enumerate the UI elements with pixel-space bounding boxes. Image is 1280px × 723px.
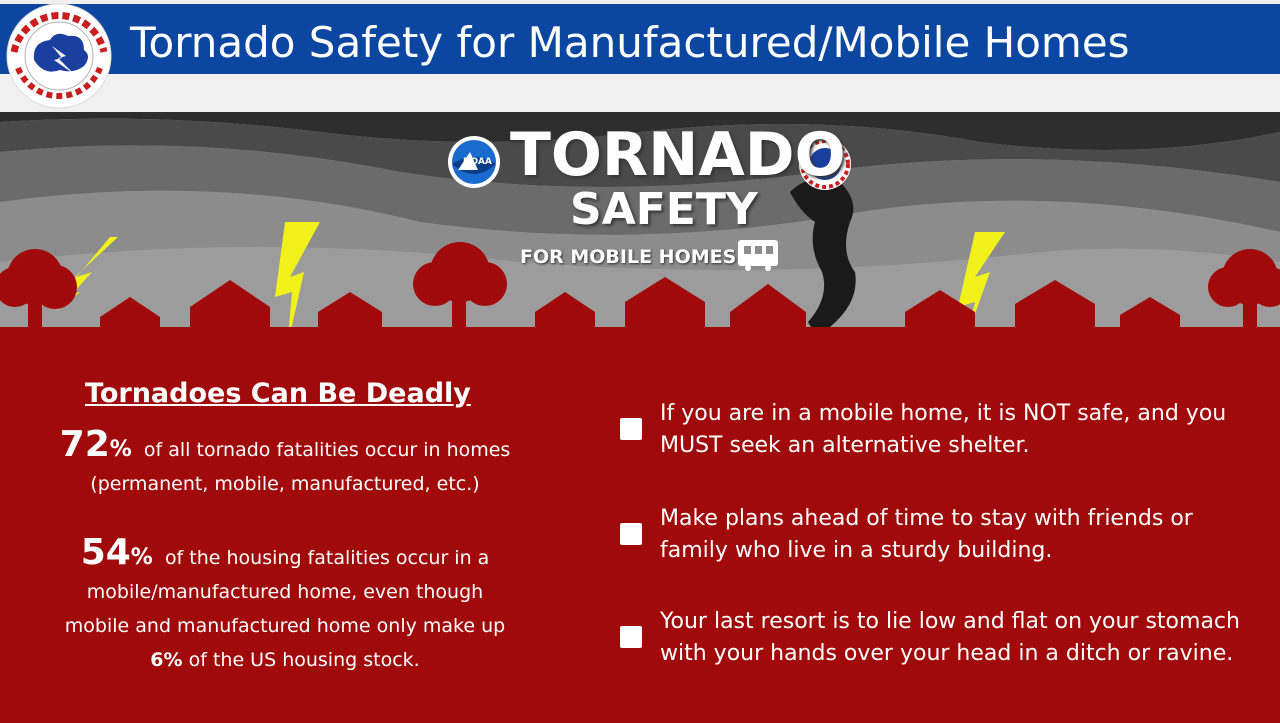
stat-1-unit: % xyxy=(109,437,132,462)
tip-2-line-2: family who live in a sturdy building. xyxy=(660,538,1053,563)
stat-block-2 xyxy=(40,532,530,677)
tip-1-line-1: If you are in a mobile home, it is NOT safe, and you xyxy=(660,401,1227,426)
bullet-icon xyxy=(620,418,642,440)
stat-2-housing-pct: 6% xyxy=(150,649,183,671)
tip-1 xyxy=(660,398,1260,462)
stat-1-line xyxy=(40,424,530,467)
tip-3 xyxy=(660,606,1260,670)
stat-1-subtext: (permanent, mobile, manufactured, etc.) xyxy=(90,473,480,495)
stat-2-line-4 xyxy=(40,643,530,677)
tip-3-line-1: Your last resort is to lie low and flat on your stomach xyxy=(660,609,1240,634)
stat-1-text: of all tornado fatalities occur in homes xyxy=(143,439,511,461)
poster-title: TORNADO xyxy=(510,120,846,190)
bullet-icon xyxy=(620,626,642,648)
stat-2-line-2: mobile/manufactured home, even though xyxy=(86,581,484,603)
header-title: Tornado Safety for Manufactured/Mobile Homes xyxy=(130,18,1130,67)
poster-tagline: FOR MOBILE HOMES xyxy=(520,246,737,268)
tip-1-line-2: MUST seek an alternative shelter. xyxy=(660,433,1030,458)
tip-3-line-2: with your hands over your head in a ditch or ravine. xyxy=(660,641,1234,666)
content-panel xyxy=(0,348,1280,723)
header xyxy=(0,0,1280,112)
tip-2 xyxy=(660,503,1260,567)
noaa-label: NOAA xyxy=(463,157,492,167)
tip-2-line-1: Make plans ahead of time to stay with friends or xyxy=(660,506,1193,531)
section-heading: Tornadoes Can Be Deadly xyxy=(85,378,471,409)
stat-2-line-3: mobile and manufactured home only make up xyxy=(64,615,506,637)
stat-block-1 xyxy=(40,424,530,501)
stat-1-number: 72 xyxy=(59,424,110,465)
stat-2-number: 54 xyxy=(80,532,131,573)
nws-logo xyxy=(4,2,114,110)
bullet-icon xyxy=(620,523,642,545)
stat-2-line-4-text: of the US housing stock. xyxy=(188,649,420,671)
stat-2-unit: % xyxy=(130,545,153,570)
stat-2-line xyxy=(40,532,530,575)
poster-subtitle: SAFETY xyxy=(570,184,758,235)
illustration-scene xyxy=(0,112,1280,348)
stat-2-text: of the housing fatalities occur in a xyxy=(164,547,490,569)
